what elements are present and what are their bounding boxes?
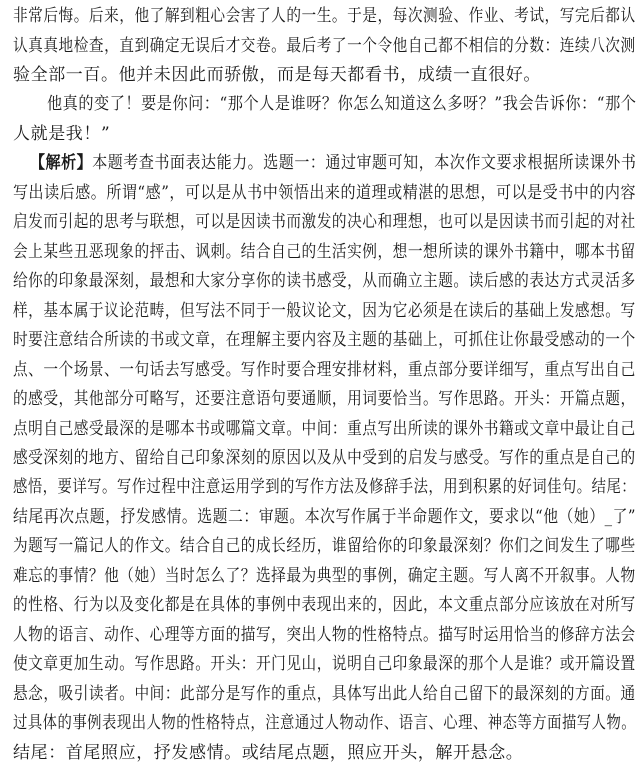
analysis-text-line: 悬念，吸引读者。中间：此部分是写作的重点，具体写出此人给自己留下的最深刻的方面。通 bbox=[13, 683, 636, 704]
analysis-text-line: 感悟，要详写。写作过程中注意运用学到的写作方法及修辞手法，用到积累的好词佳句。结尾： bbox=[13, 477, 637, 498]
analysis-text-line: 启发而引起的思考与联想，可以是因读书而激发的决心和理想，也可以是因读书而引起的对社 bbox=[13, 212, 636, 233]
closing-text-line: 人就是我！” bbox=[13, 123, 111, 144]
analysis-text-line: 的感受，其他部分可略写，还要注意语句要通顺，用词要恰当。写作思路。开头：开篇点题， bbox=[13, 389, 636, 409]
analysis-text-line: 难忘的事情？他（她）当时怎么了？选择最为典型的事例，确定主题。写人离不开叙事。人物 bbox=[13, 565, 636, 586]
analysis-text-line: 过具体的事例表现出人物的性格特点，注意通过人物动作、语言、心理、神态等方面描写人物。 bbox=[13, 713, 637, 734]
closing-text-line: 他真的变了！要是你问：“那个人是谁呀？你怎么知道这么多呀？”我会告诉你：“那个 bbox=[47, 94, 637, 115]
story-text-line: 验全部一百。他并未因此而骄傲，而是每天都看书，成绩一直很好。 bbox=[13, 64, 541, 85]
analysis-label: 【解析】 bbox=[30, 153, 93, 174]
analysis-text-line: 点明自己感受最深的是哪本书或哪篇文章。中间：重点写出所读的课外书籍或文章中最让自己 bbox=[13, 418, 636, 439]
analysis-text-line: 会上某些丑恶现象的抨击、讽刺。结合自己的生活实例，想一想所读的课外书籍中，哪本书留 bbox=[13, 241, 636, 262]
analysis-text-line: 人物的语言、动作、心理等方面的描写，突出人物的性格特点。描写时运用恰当的修辞方法会 bbox=[13, 624, 636, 645]
analysis-text-line: 给你的印象最深刻，最想和大家分享你的读书感受，从而确立主题。读后感的表达方式灵活多 bbox=[13, 271, 636, 292]
analysis-text-line: 样，基本属于议论范畴，但写法不同于一般议论文，因为它必须是在读后的基础上发感想。写 bbox=[13, 300, 636, 321]
analysis-text: 本题考查书面表达能力。选题一：通过审题可知，本次作文要求根据所读课外书 bbox=[92, 153, 637, 174]
analysis-text-line: 写出读后感。所谓“感”，可以是从书中领悟出来的道理或精湛的思想，可以是受书中的内容 bbox=[13, 182, 636, 203]
story-text-line: 认真真地检查，直到确定无误后才交卷。最后考了一个令他自己都不相信的分数：连续八次测 bbox=[13, 35, 636, 56]
analysis-text-line: 使文章更加生动。写作思路。开头：开门见山，说明自己印象最深的那个人是谁？或开篇设置 bbox=[13, 654, 636, 675]
story-text-line: 非常后悔。后来，他了解到粗心会害了人的一生。于是，每次测验、作业、考试，写完后都认 bbox=[13, 6, 636, 26]
analysis-text-line: 结尾再次点题，抒发感情。选题二：审题。本次写作属于半命题作文，要求以“他（她）_了” bbox=[13, 506, 637, 527]
analysis-text-line: 结尾：首尾照应，抒发感情。或结尾点题，照应开头，解开悬念。 bbox=[13, 742, 524, 763]
analysis-text-line: 时要注意结合所读的书或文章，在理解主要内容及主题的基础上，可抓住让你最受感动的一个 bbox=[13, 330, 636, 351]
analysis-text-line: 点、一个场景、一句话去写感受。写作时要合理安排材料，重点部分要详细写，重点写出自己 bbox=[13, 359, 636, 380]
analysis-text-line: 为题写一篇记人的作文。结合自己的成长经历，谁留给你的印象最深刻？你们之间发生了哪些 bbox=[13, 536, 636, 557]
analysis-text-line: 感受深刻的地方、留给自己印象深刻的原因以及从中受到的启发与感受。写作的重点是自己的 bbox=[13, 447, 636, 468]
analysis-first-line bbox=[30, 149, 636, 179]
analysis-text-line: 的性格、行为以及变化都是在具体的事例中表现出来的，因此，本文重点部分应该放在对所写 bbox=[13, 595, 636, 616]
